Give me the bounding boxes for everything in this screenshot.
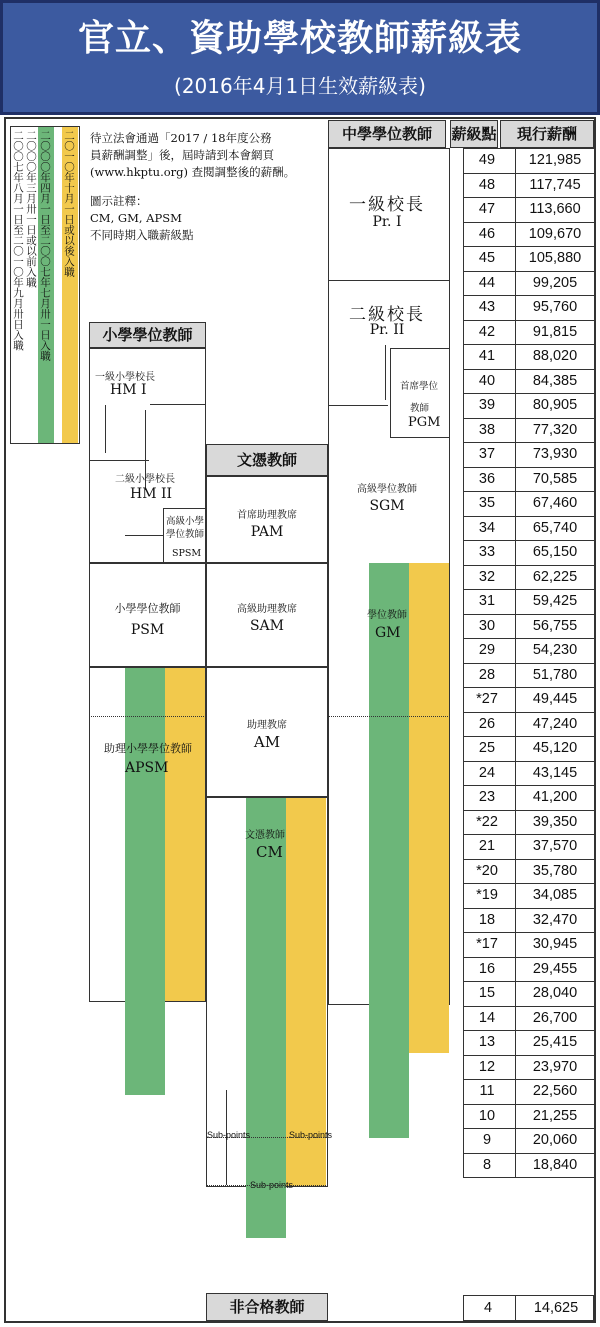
salary-point: 42 xyxy=(478,323,496,340)
salary-value: 105,880 xyxy=(528,250,582,266)
apsm-code: APSM xyxy=(125,760,169,776)
salary-value: 65,740 xyxy=(532,519,578,536)
salary-point: 47 xyxy=(478,201,496,217)
table-row xyxy=(463,442,594,467)
salary-point: 34 xyxy=(478,519,496,536)
salary-value: 47,240 xyxy=(532,715,578,732)
legend-white-text: 二〇〇〇年三月卅一日或以前入職 xyxy=(25,130,37,288)
cm-name: 文憑教師 xyxy=(245,830,285,841)
salary-point: 35 xyxy=(478,495,496,511)
salary-point: 13 xyxy=(478,1034,496,1050)
table-row xyxy=(463,197,594,222)
subpoints-label: Sub-points xyxy=(207,1130,251,1140)
table-row xyxy=(463,908,594,933)
salary-value: 37,570 xyxy=(532,838,578,854)
sam-name: 高級助理教席 xyxy=(237,604,297,615)
table-row xyxy=(463,295,594,320)
table-row xyxy=(463,810,594,835)
spsm-code: SPSM xyxy=(172,548,202,559)
table-row xyxy=(463,834,594,859)
table-row xyxy=(463,148,594,173)
table-row xyxy=(463,736,594,761)
note-block xyxy=(90,130,330,244)
sam-box xyxy=(206,563,328,667)
salary-point: 40 xyxy=(478,372,496,389)
table-row xyxy=(463,1153,594,1178)
legend-desc: 不同時期入職薪級點 xyxy=(90,228,194,242)
salary-point: 8 xyxy=(482,1156,492,1173)
legend-codes: CM, GM, APSM xyxy=(90,211,182,225)
hm2-name: 二級小學校長 xyxy=(115,474,175,485)
table-row xyxy=(463,932,594,957)
table-row xyxy=(463,393,594,418)
salary-value: 25,415 xyxy=(532,1034,578,1050)
salary-point: 23 xyxy=(478,789,496,805)
salary-point: 43 xyxy=(478,299,496,315)
salary-value: 26,700 xyxy=(532,1009,578,1026)
spsm-name: 學位教師 xyxy=(166,529,205,540)
non-qualified-label: 非合格教師 xyxy=(206,1293,328,1321)
table-row xyxy=(463,1128,594,1153)
salary-point: 38 xyxy=(478,421,496,438)
table-row xyxy=(463,344,594,369)
salary-point: *19 xyxy=(476,887,498,903)
salary-value: 109,670 xyxy=(528,225,582,242)
am-code: AM xyxy=(253,733,281,751)
salary-value: 30,945 xyxy=(532,936,578,952)
salary-point: 26 xyxy=(478,715,496,732)
pr1-name: 一級校長 xyxy=(349,195,425,215)
table-row xyxy=(463,1030,594,1055)
hm1-step xyxy=(150,404,206,405)
salary-point: 39 xyxy=(478,397,496,413)
table-row xyxy=(463,565,594,590)
pr2-name: 二級校長 xyxy=(349,305,425,325)
salary-point: 9 xyxy=(482,1132,492,1148)
salary-point: 37 xyxy=(478,446,496,462)
pgm-name: 首席學位 xyxy=(400,381,439,392)
table-row xyxy=(463,418,594,443)
non-qualified-row xyxy=(463,1295,594,1321)
pgm-step xyxy=(328,405,388,406)
salary-value: 56,755 xyxy=(532,617,578,634)
nq-divider xyxy=(515,1295,516,1321)
hm1-code: HM I xyxy=(110,382,147,398)
salary-value: 45,120 xyxy=(532,740,578,756)
pr2-code: Pr. II xyxy=(369,322,405,338)
salary-point: 18 xyxy=(478,911,496,928)
table-row xyxy=(463,785,594,810)
am-box xyxy=(206,667,328,797)
salary-point: 44 xyxy=(478,274,496,291)
salary-value: 35,780 xyxy=(532,862,578,879)
header-certificate: 文憑教師 xyxy=(206,444,328,476)
salary-point: 32 xyxy=(478,568,496,585)
table-row xyxy=(463,1104,594,1129)
table-row xyxy=(463,173,594,198)
table-row xyxy=(463,491,594,516)
salary-point: 12 xyxy=(478,1058,496,1075)
table-row xyxy=(463,246,594,271)
salary-point: 10 xyxy=(478,1107,496,1124)
salary-value: 22,560 xyxy=(532,1083,578,1099)
salary-value: 51,780 xyxy=(532,666,578,683)
table-row xyxy=(463,271,594,296)
table-row xyxy=(463,859,594,884)
salary-value: 20,060 xyxy=(532,1132,578,1148)
pam-code: PAM xyxy=(250,524,284,540)
hm2-code: HM II xyxy=(130,486,173,502)
salary-value: 95,760 xyxy=(532,299,578,315)
salary-value: 39,350 xyxy=(532,813,578,830)
hm1-name: 一級小學校長 xyxy=(95,372,155,383)
salary-value: 67,460 xyxy=(532,495,578,511)
salary-point: *20 xyxy=(476,862,498,879)
table-row xyxy=(463,981,594,1006)
gm-name: 學位教師 xyxy=(367,610,407,621)
salary-point: 25 xyxy=(478,740,496,756)
table-row xyxy=(463,957,594,982)
salary-value: 113,660 xyxy=(529,201,581,217)
table-row xyxy=(463,614,594,639)
legend-white2-text: 二〇〇七年八月一日至二〇一〇年九月卅日入職 xyxy=(12,130,24,351)
hm2-step xyxy=(89,460,149,461)
cm-dotted-2 xyxy=(206,1185,328,1186)
salary-value: 29,455 xyxy=(532,960,578,977)
salary-value: 88,020 xyxy=(532,348,578,364)
gm-green-bar xyxy=(369,563,409,1138)
salary-value: 32,470 xyxy=(532,911,578,928)
hm-arrow xyxy=(105,405,106,453)
header-secondary: 中學學位教師 xyxy=(328,120,446,148)
salary-point: 46 xyxy=(478,225,496,242)
gm-yellow-bar xyxy=(409,563,449,1053)
salary-point: 29 xyxy=(478,642,496,658)
pr1-code: Pr. I xyxy=(372,214,402,230)
table-row xyxy=(463,222,594,247)
salary-point: 41 xyxy=(478,348,496,364)
salary-point: 30 xyxy=(478,617,496,634)
salary-value: 65,150 xyxy=(532,544,578,560)
salary-point: 36 xyxy=(478,470,496,487)
salary-value: 59,425 xyxy=(532,593,578,609)
salary-point: 33 xyxy=(478,544,496,560)
header-primary: 小學學位教師 xyxy=(89,322,206,348)
table-row xyxy=(463,467,594,492)
legend-green-text: 二〇〇〇年四月一日至二〇〇七年七月卅一日入職 xyxy=(39,130,51,361)
cm-yellow-bar xyxy=(286,798,326,1186)
nq-salary: 14,625 xyxy=(533,1300,579,1316)
table-row xyxy=(463,369,594,394)
salary-value: 18,840 xyxy=(532,1156,578,1173)
page-subtitle: (2016年4月1日生效薪級表) xyxy=(174,74,426,98)
salary-value: 54,230 xyxy=(532,642,578,658)
header-point: 薪級點 xyxy=(450,120,498,148)
psm-code: PSM xyxy=(130,622,165,638)
am-name: 助理教席 xyxy=(247,720,287,731)
salary-value: 41,200 xyxy=(532,789,578,805)
salary-point: 24 xyxy=(478,764,496,781)
salary-value: 23,970 xyxy=(532,1058,578,1075)
psm-name: 小學學位教師 xyxy=(114,602,181,615)
salary-value: 91,815 xyxy=(532,323,578,340)
note-line: 待立法會通過「2017 / 18年度公務 xyxy=(90,131,272,145)
salary-value: 62,225 xyxy=(532,568,578,585)
pgm-name: 教師 xyxy=(410,403,430,414)
salary-value: 49,445 xyxy=(532,691,578,707)
subpoints-label-2: Sub-points xyxy=(289,1130,333,1140)
apsm-green-bar xyxy=(125,668,165,1095)
pr2-arrow xyxy=(385,345,386,400)
table-row xyxy=(463,1079,594,1104)
table-row xyxy=(463,883,594,908)
apsm-name: 助理小學學位教師 xyxy=(104,742,192,755)
salary-point: 11 xyxy=(479,1083,495,1099)
table-row xyxy=(463,540,594,565)
salary-value: 99,205 xyxy=(532,274,578,291)
legend-yellow-text: 二〇一〇年十月一日或以後入職 xyxy=(63,130,75,277)
table-row xyxy=(463,1006,594,1031)
table-bottom xyxy=(463,1177,594,1178)
table-row xyxy=(463,516,594,541)
subpoints-label-3: Sub-points xyxy=(250,1180,294,1190)
spsm-step xyxy=(125,535,163,536)
apsm-dotted xyxy=(89,716,206,717)
table-row xyxy=(463,712,594,737)
salary-value: 43,145 xyxy=(532,764,578,781)
salary-point: *22 xyxy=(476,813,498,830)
salary-value: 121,985 xyxy=(528,152,582,168)
spsm-name: 高級小學 xyxy=(166,516,205,527)
salary-value: 77,320 xyxy=(532,421,578,438)
salary-point: 15 xyxy=(478,985,496,1001)
pam-name: 首席助理教席 xyxy=(237,510,297,521)
salary-value: 34,085 xyxy=(532,887,578,903)
nq-point: 4 xyxy=(483,1300,493,1316)
apsm-yellow-bar xyxy=(165,668,205,1001)
salary-point: 28 xyxy=(478,666,496,683)
sgm-code: SGM xyxy=(369,498,405,514)
note-line: (www.hkptu.org) 查閱調整後的薪酬。 xyxy=(90,165,296,179)
legend-title: 圖示註釋： xyxy=(90,194,148,208)
table-row xyxy=(463,320,594,345)
page-title: 官立、資助學校教師薪級表 xyxy=(77,18,522,59)
salary-point: 16 xyxy=(478,960,496,977)
salary-point: 21 xyxy=(478,838,496,854)
salary-value: 84,385 xyxy=(532,372,578,389)
salary-point: 45 xyxy=(478,250,496,266)
table-row xyxy=(463,663,594,688)
salary-value: 70,585 xyxy=(532,470,578,487)
salary-point: *27 xyxy=(476,691,498,707)
table-row xyxy=(463,687,594,712)
salary-point: *17 xyxy=(476,936,498,952)
salary-value: 80,905 xyxy=(532,397,578,413)
salary-point: 14 xyxy=(478,1009,496,1026)
gm-dotted xyxy=(328,716,450,717)
salary-value: 28,040 xyxy=(532,985,578,1001)
header-salary: 現行薪酬 xyxy=(500,120,594,148)
salary-point: 48 xyxy=(478,176,496,193)
table-row xyxy=(463,638,594,663)
note-line: 員薪酬調整」後，屆時請到本會網頁 xyxy=(90,148,274,162)
salary-value: 73,930 xyxy=(532,446,578,462)
cm-dotted xyxy=(206,1137,328,1138)
cm-code: CM xyxy=(256,843,283,861)
salary-value: 21,255 xyxy=(532,1107,578,1124)
sgm-name: 高級學位教師 xyxy=(357,484,417,495)
table-row xyxy=(463,1055,594,1080)
salary-point: 49 xyxy=(478,152,496,168)
pr1-divider xyxy=(328,280,450,281)
salary-point: 31 xyxy=(478,593,496,609)
pgm-code: PGM xyxy=(408,415,441,430)
table-row xyxy=(463,589,594,614)
sam-code: SAM xyxy=(249,618,285,634)
cm-green-bar xyxy=(246,798,286,1238)
gm-code: GM xyxy=(375,625,401,641)
salary-value: 117,745 xyxy=(529,176,581,193)
table-row xyxy=(463,761,594,786)
